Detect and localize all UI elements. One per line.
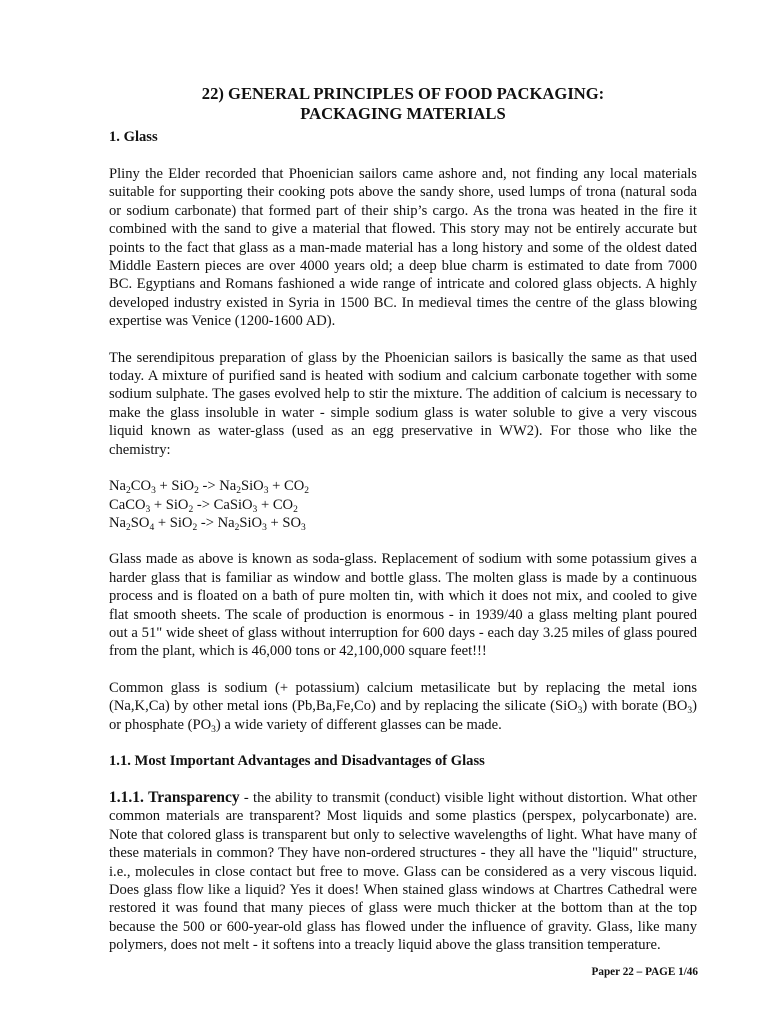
transparency-label: 1.1.1. Transparency [109, 788, 240, 806]
paragraph-history: Pliny the Elder recorded that Phoenician sailors came ashore and, not finding any local materials suitable for supporting their cooking pots above the sandy shore, used lumps of trona (natural soda or sodium carbonate) that formed part of their ship’s cargo. As the trona was heated in the fire it combined with the sand to give a material that flowed. This story may not be entirely accurate but points to the fact that glass as a man-made material has a long history and some of the oldest dated Middle Eastern pieces are over 4000 years old; a deep blue charm is estimated to date from 7000 BC. Egyptians and Romans fashioned a wide range of intricate and colored glass objects. A highly developed industry existed in Syria in 1500 BC. In medieval times the centre of the glass blowing expertise was Venice (1200-1600 AD). [109, 166, 697, 330]
equation-1: $Na_2CO_3 + SiO_2 -> Na_2SiO_3 + CO_2$ [109, 478, 309, 497]
page-content [109, 84, 697, 955]
paragraph-transparency [109, 789, 697, 955]
equation-2: CaCO$_3$ + SiO$_2$ -> CaSiO$_3$ + $CO_2$ [109, 496, 298, 515]
paragraph-soda-glass: Glass made as above is known as soda-glass. Replacement of sodium with some potassium gives a harder glass that is familiar as window and bottle glass. The molten glass is made by a continuous process and is floated on a bath of pure molten tin, with which it does not mix, and cooled to give flat smooth sheets. The scale of production is enormous - in 1939/40 a glass melting plant poured out a 51" wide sheet of glass without interruption for 600 days - each day 3.25 miles of glass poured from the plant, which is 46,000 tons or 42,100,000 square feet!!! [109, 551, 697, 660]
title-line-2: PACKAGING MATERIALS [300, 104, 506, 123]
section-heading-glass: 1. Glass [109, 129, 158, 145]
title-line-1: 22) GENERAL PRINCIPLES OF FOOD PACKAGING: [201, 84, 605, 103]
transparency-text: - the ability to transmit (conduct) visible light without distortion. What other common materials are transparent? Most liquids and some plastics (perspex, polycarbonate) are. Note that colored glass is transparent but only to selective wavelengths of light. What have many of these materials in common? They have non-ordered structures - they all have the "liquid" structure, i.e., molecules in close contact but free to move. Glass can be considered as a very viscous liquid. Does glass flow like a liquid? Yes it does! When stained glass windows at Chartres Cathedral were restored it was found that many pieces of glass were much thicker at the bottom than at the top because the 500 or 600-year-old glass has flowed under the influence of gravity. Glass, like many polymers, does not melt - it softens into a treacly liquid above the glass transition temperature. [109, 789, 697, 954]
subsection-heading-advantages: 1.1. Most Important Advantages and Disadvantages of Glass [109, 752, 485, 769]
paragraph-common-glass: Common glass is sodium (+ potassium) calcium metasilicate but by replacing the metal ions (Na,K,Ca) by other metal ions (Pb,Ba,Fe,Co) and by replacing the silicate (SiO$_3$) with borate $(BO_3)$ or phosphate $(PO_3)$ a wide variety of different glasses can be made. [109, 679, 697, 735]
paragraph-preparation: The serendipitous preparation of glass by the Phoenician sailors is basically the same as that used today. A mixture of purified sand is heated with sodium and calcium carbonate together with some sodium sulphate. The gases evolved help to stir the mixture. The addition of calcium is necessary to make the glass insoluble in water - simple sodium glass is water soluble to give a very viscous liquid known as water-glass (used as an egg preservative in WW2). For those who like the chemistry: [109, 349, 697, 458]
equation-3: $Na_2SO_4 + SiO_2 -> Na_2SiO_3 + SO_3$ [109, 514, 306, 533]
page-title [109, 84, 697, 124]
page-footer: Paper 22 – PAGE 1/46 [591, 966, 698, 978]
